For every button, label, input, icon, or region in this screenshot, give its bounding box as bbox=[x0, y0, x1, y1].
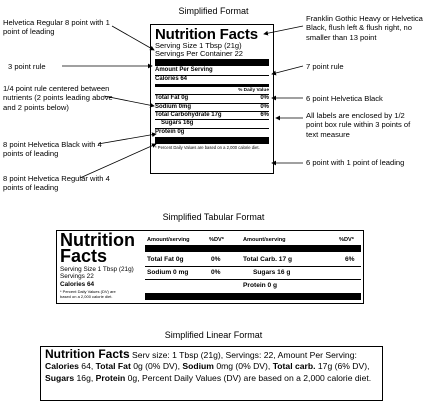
header-dv: %DV* bbox=[339, 237, 354, 243]
cell-sodium-dv: 0% bbox=[211, 269, 221, 276]
cell-total-fat-dv: 0% bbox=[211, 256, 221, 263]
annotation-8-point-helvetica-regular: 8 point Helvetica Regular with 4 points of leading bbox=[3, 174, 110, 193]
cell-total-carb-dv: 6% bbox=[345, 256, 355, 263]
nutrient-row: Total Fat 0g 0% bbox=[155, 95, 269, 102]
header-dv: %DV* bbox=[209, 237, 224, 243]
footnote: * Percent Daily Values are based on a 2,000 calorie diet. bbox=[155, 145, 260, 151]
simplified-format-title: Simplified Format bbox=[178, 6, 249, 16]
annotation-quarter-point-rule: 1/4 point rule centered between nutrients (2 points leading above and 2 points below) bbox=[3, 84, 113, 112]
arrow-helvetica-regular bbox=[112, 26, 154, 50]
tabular-title-line2: Facts bbox=[60, 246, 108, 266]
thin-rule bbox=[145, 279, 361, 280]
linear-nutrition-label bbox=[40, 346, 383, 401]
arrow-8-point-helvetica-regular bbox=[80, 144, 156, 178]
nutrient-row: Total Carbohydrate 17g 6% bbox=[155, 112, 269, 119]
linear-bold: Total carb. bbox=[272, 361, 316, 372]
tabular-footnote-line2: based on a 2,000 calorie diet. bbox=[60, 294, 113, 299]
servings-per-container: Servings Per Container 22 bbox=[155, 49, 243, 59]
serving-size: Serving Size 1 Tbsp (21g) bbox=[155, 41, 242, 50]
linear-text: 64, bbox=[78, 361, 96, 372]
linear-title: Nutrition Facts bbox=[45, 347, 130, 361]
arrow-8-point-helvetica-black bbox=[98, 134, 156, 144]
annotation-6-point-leading: 6 point with 1 point of leading bbox=[306, 158, 405, 167]
tabular-servings: Servings 22 bbox=[60, 273, 94, 280]
linear-text: 17g (6% DV), bbox=[315, 361, 370, 372]
header-amount-serving: Amount/serving bbox=[243, 237, 286, 243]
linear-bold: Sugars bbox=[45, 372, 75, 383]
annotation-enclosed-box-rule: All labels are enclosed by 1/2 point box rule within 3 points of text measure bbox=[306, 111, 411, 139]
linear-text: 0g (0% DV), bbox=[130, 361, 183, 372]
annotation-8-point-helvetica-black: 8 point Helvetica Black with 4 points of leading bbox=[3, 140, 102, 159]
thick-rule bbox=[145, 293, 361, 300]
calories-row: Calories 64 bbox=[155, 75, 188, 82]
thin-rule bbox=[145, 266, 361, 267]
cell-total-fat: Total Fat 0g bbox=[147, 256, 184, 263]
nutrient-row: Protein 0g bbox=[155, 128, 185, 135]
arrow-7-point-rule bbox=[272, 66, 303, 74]
linear-text: 0mg (0% DV), bbox=[213, 361, 273, 372]
linear-bold: Calories bbox=[45, 361, 79, 372]
label-title: Nutrition Facts bbox=[155, 26, 258, 43]
thick-rule bbox=[145, 245, 361, 252]
linear-format-title: Simplified Linear Format bbox=[164, 330, 263, 340]
thick-rule bbox=[155, 137, 269, 144]
linear-bold: Protein bbox=[95, 372, 126, 383]
cell-sodium: Sodium 0 mg bbox=[147, 269, 189, 276]
amount-per-serving: Amount Per Serving bbox=[155, 67, 213, 74]
tabular-title-line1: Nutrition bbox=[60, 230, 135, 250]
thick-rule bbox=[155, 59, 269, 66]
daily-value-header: % Daily Value bbox=[238, 88, 269, 94]
header-amount-serving: Amount/serving bbox=[147, 237, 190, 243]
linear-bold: Total Fat bbox=[95, 361, 131, 372]
tabular-format-title: Simplified Tabular Format bbox=[162, 212, 265, 222]
annotation-6-point-helvetica-black: 6 point Helvetica Black bbox=[306, 94, 383, 103]
annotation-franklin-gothic: Franklin Gothic Heavy or Helvetica Black, flush left & flush right, no smaller than 13 point bbox=[306, 14, 423, 42]
tabular-footnote-line1: * Percent Daily Values (DV) are bbox=[60, 289, 116, 294]
medium-rule bbox=[155, 84, 269, 87]
annotation-3-point-rule: 3 point rule bbox=[8, 62, 46, 71]
tabular-serving-size: Serving Size 1 Tbsp (21g) bbox=[60, 266, 134, 273]
tabular-calories: Calories 64 bbox=[60, 281, 95, 288]
linear-bold: Sodium bbox=[182, 361, 214, 372]
nutrient-row: Sugars 16g bbox=[161, 120, 194, 127]
linear-text: 16g, bbox=[74, 372, 96, 383]
nutrient-row: Sodium 0mg 0% bbox=[155, 103, 269, 110]
arrow-quarter-point-rule bbox=[104, 96, 154, 106]
tabular-nutrition-label bbox=[56, 230, 364, 304]
linear-text: Serv size: 1 Tbsp (21g), Servings: 22, Amount Per Serving: bbox=[129, 350, 357, 360]
linear-text: 0g, Percent Daily Values (DV) are based on a 2,000 calorie diet. bbox=[125, 372, 372, 383]
annotation-7-point-rule: 7 point rule bbox=[306, 62, 344, 71]
cell-sugars: Sugars 16 g bbox=[253, 269, 291, 276]
cell-protein: Protein 0 g bbox=[243, 282, 278, 289]
cell-total-carb: Total Carb. 17 g bbox=[243, 256, 292, 263]
annotation-helvetica-regular: Helvetica Regular 8 point with 1 point of leading bbox=[3, 18, 110, 37]
simplified-nutrition-label bbox=[150, 24, 274, 174]
